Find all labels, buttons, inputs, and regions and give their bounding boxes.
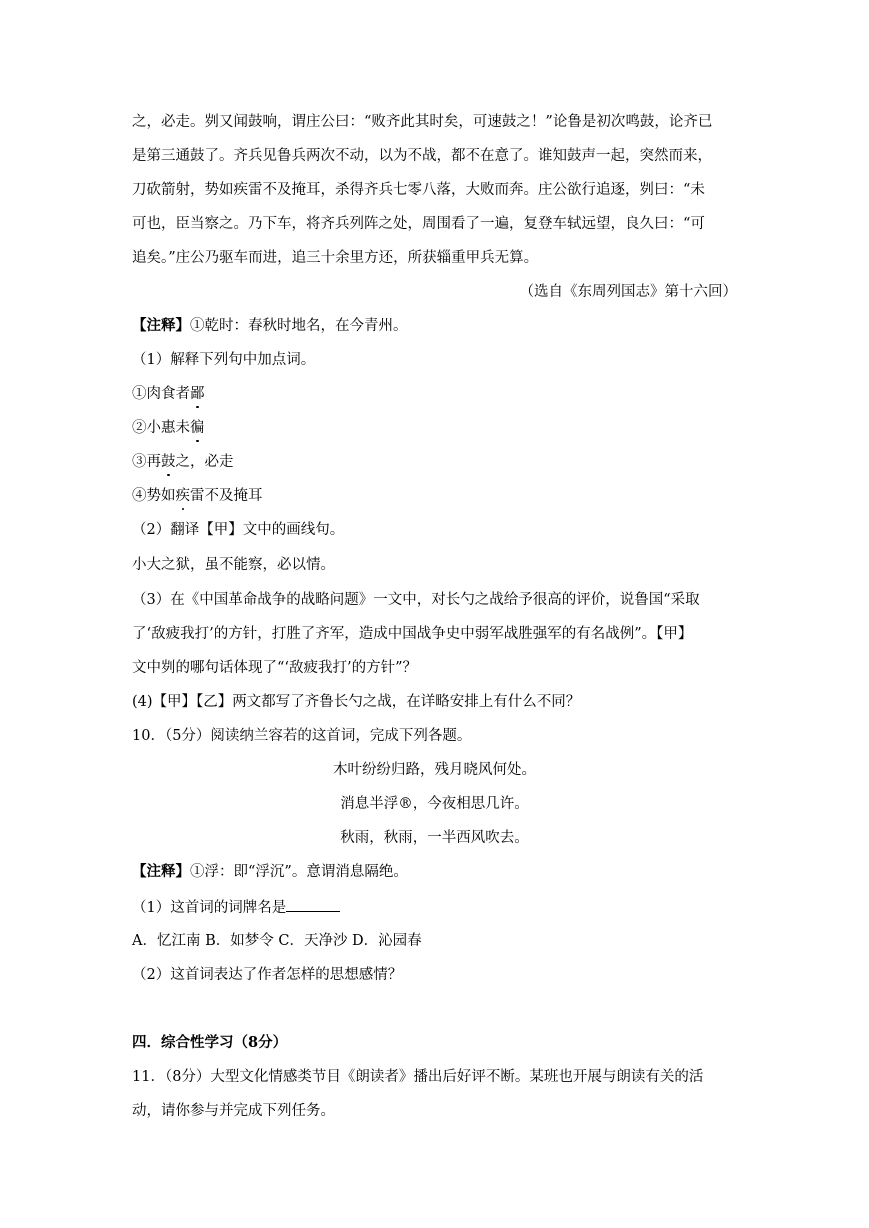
q10-note	[132, 862, 408, 882]
q9-item-1	[132, 384, 205, 404]
section-4-title: 四．综合性学习（8分）	[132, 1034, 288, 1051]
q9-sub3-line-2: 了‘敌疲我打’的方针，打胜了齐军，造成中国战争史中弱军战胜强军的有名战例”。【甲】	[132, 626, 693, 642]
passage-line-3: 刀砍箭射，势如疾雷不及掩耳，杀得齐兵七零八落，大败而奔。庄公欲行追逐，刿曰：“未	[132, 182, 705, 198]
q10-title: 10．（5分）阅读纳兰容若的这首词，完成下列各题。	[132, 728, 472, 744]
note-tag: 【注释】	[132, 863, 190, 880]
dotted-word: 鄙	[190, 386, 205, 402]
poem-line-1: 木叶纷纷归路，残月晓风何处。	[333, 762, 536, 778]
q9-sub2: （2）翻译【甲】文中的画线句。	[132, 522, 345, 538]
q9-sub1: （1）解释下列句中加点词。	[132, 352, 316, 368]
q10-sub1-text: （1）这首词的词牌名是	[132, 900, 287, 916]
passage-line-1: 之，必走。刿又闻鼓响，谓庄公曰：“败齐此其时矣，可速鼓之！”论鲁是初次鸣鼓，论齐已	[132, 114, 713, 130]
passage-line-5: 追矣。”庄公乃驱车而进，追三十余里方还，所获辎重甲兵无算。	[132, 250, 539, 266]
passage-source: （选自《东周列国志》第十六回）	[519, 284, 737, 300]
q10-sub2: （2）这首词表达了作者怎样的思想感情？	[132, 967, 403, 983]
item-prefix: ①肉食者	[132, 386, 190, 402]
answer-blank[interactable]	[286, 897, 340, 912]
poem-line-3: 秋雨，秋雨，一半西风吹去。	[340, 830, 529, 846]
note-1	[132, 316, 408, 336]
q10-options: A．忆江南 B．如梦令 C．天净沙 D．沁园春	[132, 933, 422, 949]
q9-item-4	[132, 486, 263, 506]
item-prefix: ④势如	[132, 488, 176, 504]
item-suffix: 之，必走	[175, 454, 234, 470]
q11-line-2: 动，请你参与并完成下列任务。	[132, 1103, 335, 1119]
note-text: ①乾时：春秋时地名，在今青州。	[190, 318, 408, 334]
note-tag: 【注释】	[132, 317, 190, 334]
item-suffix: 雷不及掩耳	[190, 488, 263, 504]
q9-item-2	[132, 418, 205, 438]
dotted-word: 疾	[175, 488, 190, 504]
q10-sub1	[132, 897, 340, 918]
q9-sub2-sentence: 小大之狱，虽不能察，必以情。	[132, 557, 335, 573]
q9-sub3-line-1: （3）在《中国革命战争的战略问题》一文中，对长勺之战给予很高的评价，说鲁国“采取	[132, 592, 700, 608]
q9-sub4: (4)【甲】【乙】两文都写了齐鲁长勺之战，在详略安排上有什么不同？	[132, 694, 581, 710]
dotted-word: 徧	[190, 420, 205, 436]
note-text: ①浮：即“浮沉”。意谓消息隔绝。	[190, 864, 408, 880]
passage-line-4: 可也，臣当察之。乃下车，将齐兵列阵之处，周围看了一遍，复登车轼远望，良久曰：“可	[132, 216, 705, 232]
item-prefix: ②小惠未	[132, 420, 190, 436]
passage-line-2: 是第三通鼓了。齐兵见鲁兵两次不动，以为不战，都不在意了。谁知鼓声一起，突然而来，	[132, 148, 712, 164]
q11-line-1: 11．（8分）大型文化情感类节目《朗读者》播出后好评不断。某班也开展与朗读有关的活	[132, 1069, 704, 1085]
dotted-word: 鼓	[161, 454, 176, 470]
poem-line-2: 消息半浮®，今夜相思几许。	[340, 796, 529, 812]
item-prefix: ③再	[132, 454, 161, 470]
q9-item-3	[132, 452, 234, 472]
q9-sub3-line-3: 文中刿的哪句话体现了“‘敌疲我打’的方针”？	[132, 660, 418, 676]
